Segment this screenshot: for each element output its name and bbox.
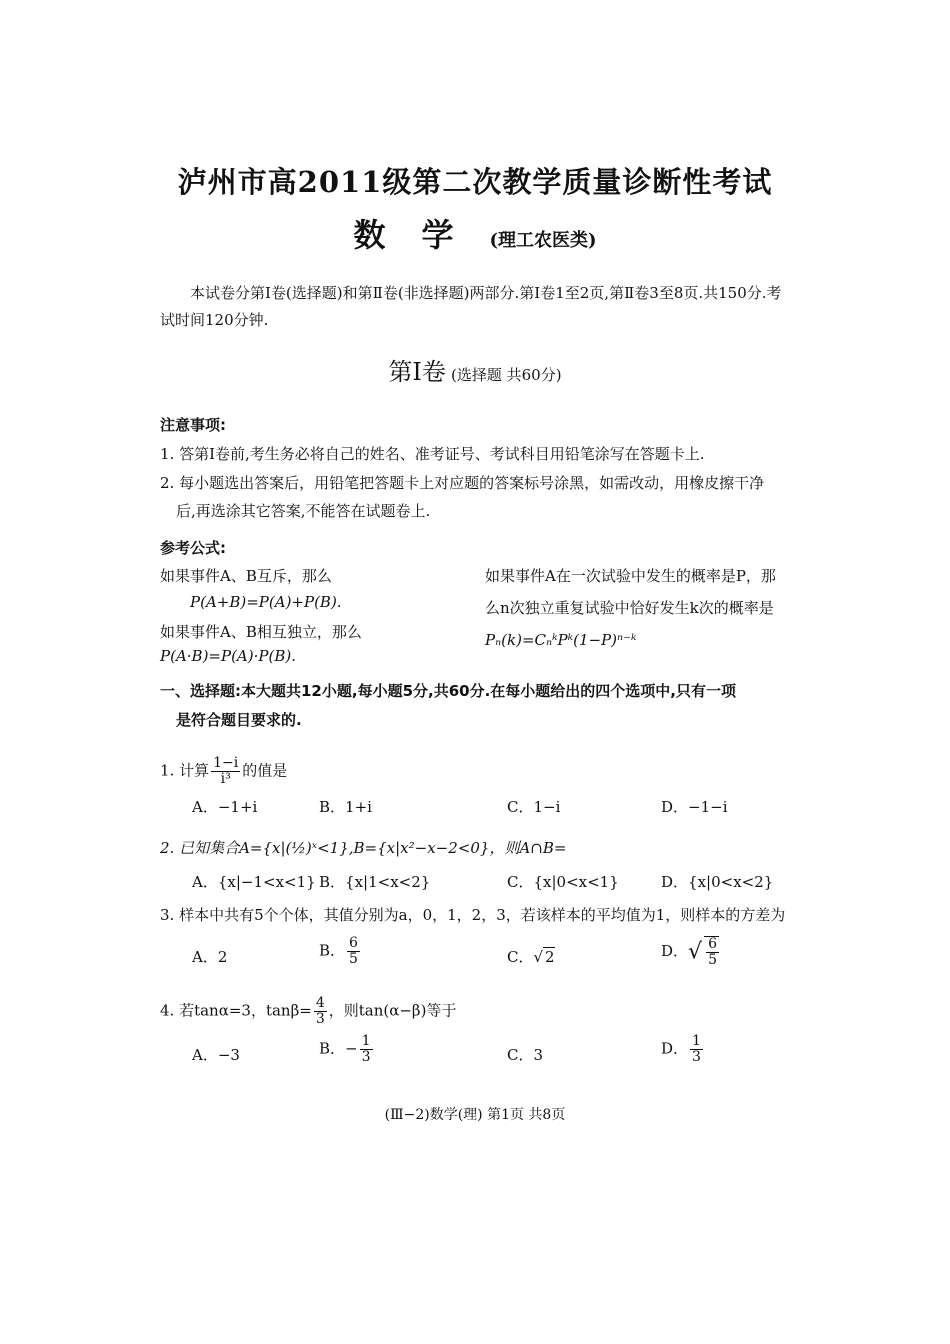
q4-d-den: 3 <box>692 1049 701 1065</box>
q1-option-d: D．−1−i <box>661 798 728 816</box>
q2-option-d: D．{x|0<x<2} <box>661 873 774 891</box>
formula-left-4: P(A·B)=P(A)·P(B). <box>160 647 296 665</box>
q3-option-c: C．√ 2 <box>507 948 555 966</box>
q3-option-c-label: C． <box>507 948 534 966</box>
formula-right-2: 么n次独立重复试验中恰好发生k次的概率是 <box>485 599 774 617</box>
q3-option-d-label: D． <box>661 942 689 960</box>
q3-option-c-radicand: 2 <box>545 948 555 966</box>
q1-fraction <box>211 756 240 787</box>
question-1-stem <box>160 756 287 787</box>
q3-option-b <box>319 936 362 967</box>
question-2-stem: 2. 已知集合A={x|(½)ˣ<1},B={x|x²−x−2<0}，则A∩B= <box>160 839 567 857</box>
q3-option-b-fraction <box>347 936 360 967</box>
volume-heading <box>0 352 950 387</box>
q3-b-num: 6 <box>349 935 358 951</box>
formulas-heading: 参考公式: <box>160 539 226 557</box>
q1-option-a: A．−1+i <box>192 798 258 816</box>
q4-option-a: A．−3 <box>192 1046 240 1064</box>
q1-stem-post: 的值是 <box>242 761 288 780</box>
q4-frac-den: 3 <box>315 1011 325 1027</box>
q2-option-b: B．{x|1<x<2} <box>319 873 431 891</box>
q4-stem-pre: 4. 若tanα=3，tanβ= <box>160 1001 312 1020</box>
q4-option-d-label: D． <box>661 1039 689 1058</box>
q4-option-b <box>319 1034 375 1065</box>
formula-left-1: 如果事件A、B互斥，那么 <box>160 567 332 585</box>
q3-b-den: 5 <box>349 951 358 967</box>
subject-heading <box>0 210 950 256</box>
q1-option-c: C．1−i <box>507 798 561 816</box>
q4-b-num: 1 <box>361 1033 371 1049</box>
volume-title: 第Ⅰ卷 <box>388 358 446 386</box>
q1-frac-num: 1−i <box>213 755 239 771</box>
notes-heading: 注意事项: <box>160 416 226 434</box>
page-footer: (Ⅲ−2)数学(理) 第1页 共8页 <box>384 1107 566 1123</box>
q3-option-a: A．2 <box>192 948 228 966</box>
sqrt-icon: √ <box>688 939 703 965</box>
q3-option-d <box>661 936 721 968</box>
q3-d-den: 5 <box>708 952 717 968</box>
q2-option-a: A．{x|−1<x<1} <box>192 873 316 891</box>
formula-right-1: 如果事件A在一次试验中发生的概率是P，那 <box>485 567 776 585</box>
question-4-stem <box>160 996 456 1027</box>
note-item-2: 2. 每小题选出答案后，用铅笔把答题卡上对应题的答案标号涂黑，如需改动，用橡皮擦干净 <box>160 474 765 492</box>
volume-note: (选择题 共60分) <box>451 366 562 384</box>
question-3-stem: 3. 样本中共有5个个体，其值分别为a，0，1，2，3，若该样本的平均值为1，则样本的方差为 <box>160 906 786 924</box>
section-heading: 一、选择题:本大题共12小题,每小题5分,共60分.在每小题给出的四个选项中,只有一项 <box>160 682 736 700</box>
exam-intro: 本试卷分第Ⅰ卷(选择题)和第Ⅱ卷(非选择题)两部分.第Ⅰ卷1至2页,第Ⅱ卷3至8页.共150分.考试时间120分钟. <box>160 284 782 329</box>
q4-option-b-fraction <box>360 1034 373 1065</box>
subject-note: (理工农医类) <box>489 230 597 251</box>
note-item-2-cont: 后,再选涂其它答案,不能答在试题卷上. <box>176 502 431 520</box>
subject-name: 数学 <box>353 216 490 254</box>
q4-d-num: 1 <box>692 1033 701 1049</box>
q4-stem-post: ，则tan(α−β)等于 <box>328 1001 457 1020</box>
formula-left-2: P(A+B)=P(A)+P(B). <box>190 593 342 611</box>
q2-option-c: C．{x|0<x<1} <box>507 873 619 891</box>
q3-d-num: 6 <box>708 936 717 952</box>
q4-option-c: C．3 <box>507 1046 544 1064</box>
section-heading-cont: 是符合题目要求的. <box>176 711 302 729</box>
q4-option-d-fraction <box>690 1034 703 1065</box>
note-item-1: 1. 答第Ⅰ卷前,考生务必将自己的姓名、准考证号、考试科目用铅笔涂写在答题卡上. <box>160 445 705 463</box>
q3-option-d-fraction <box>704 936 719 968</box>
formula-right-3: Pₙ(k)=CₙᵏPᵏ(1−P)ⁿ⁻ᵏ <box>485 631 637 649</box>
exam-title: 泸州市高2011级第二次教学质量诊断性考试 <box>177 165 773 199</box>
q4-option-d <box>661 1034 705 1065</box>
q4-frac-num: 4 <box>315 995 325 1011</box>
q1-frac-den: i³ <box>220 771 231 787</box>
q4-b-den: 3 <box>361 1049 371 1065</box>
q1-option-b: B．1+i <box>319 798 372 816</box>
q4-fraction <box>314 996 327 1027</box>
q3-option-b-label: B． <box>319 941 346 960</box>
formula-left-3: 如果事件A、B相互独立，那么 <box>160 623 362 641</box>
q1-stem-pre: 1. 计算 <box>160 761 210 780</box>
q4-option-b-label: B．− <box>319 1039 358 1058</box>
